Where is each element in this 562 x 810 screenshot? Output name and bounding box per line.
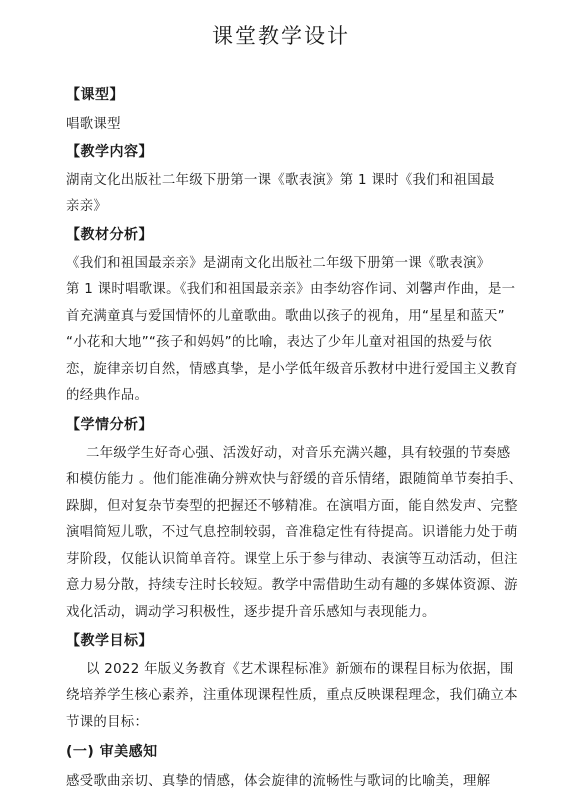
material-analysis-line: 恋，旋律亲切自然，情感真挚，是小学低年级音乐教材中进行爱国主义教育: [66, 362, 518, 377]
heading-lesson-type: 【课型】: [66, 87, 124, 103]
heading-student-analysis: 【学情分析】: [66, 417, 153, 433]
material-analysis-line: 首充满童真与爱国情怀的儿童歌曲。歌曲以孩子的视角，用“星星和蓝天”: [66, 309, 505, 324]
material-analysis-line: 第 1 课时唱歌课。《我们和祖国最亲亲》由李幼容作词、刘馨声作曲，是一: [66, 282, 516, 297]
heading-teaching-goals: 【教学目标】: [66, 633, 153, 649]
heading-teaching-content: 【教学内容】: [66, 144, 153, 160]
teaching-goals-line: 绕培养学生核心素养，注重体现课程性质，重点反映课程理念，我们确立本: [66, 688, 518, 703]
student-analysis-line: 芽阶段，仅能认识简单音符。课堂上乐于参与律动、表演等互动活动，但注: [66, 552, 518, 567]
student-analysis-line: 戏化活动，调动学习积极性，逐步提升音乐感知与表现能力。: [66, 605, 436, 620]
student-analysis-line: 意力易分散，持续专注时长较短。教学中需借助生动有趣的多媒体资源、游: [66, 578, 518, 593]
lesson-type-text: 唱歌课型: [66, 117, 121, 132]
subheading-aesthetic-perception: (一) 审美感知: [66, 744, 158, 760]
teaching-content-line-1: 湖南文化出版社二年级下册第一课《歌表演》第 1 课时《我们和祖国最: [66, 173, 495, 188]
teaching-goals-line: 以 2022 年版义务教育《艺术课程标准》新颁布的课程目标为依据，围: [86, 662, 514, 677]
student-analysis-line: 和模仿能力 。他们能准确分辨欢快与舒缓的音乐情绪，跟随简单节奏拍手、: [66, 472, 523, 487]
teaching-goals-line: 节课的目标：: [66, 715, 149, 730]
material-analysis-line: 的经典作品。: [66, 388, 149, 403]
material-analysis-line: “小花和大地”“孩子和妈妈”的比喻，表达了少年儿童对祖国的热爱与依: [66, 335, 492, 350]
heading-material-analysis: 【教材分析】: [66, 227, 153, 243]
document-title: 课堂教学设计: [212, 24, 350, 48]
teaching-goals-last-line: 感受歌曲亲切、真挚的情感，体会旋律的流畅性与歌词的比喻美，理解: [66, 774, 491, 789]
teaching-content-line-2: 亲亲》: [66, 199, 108, 214]
student-analysis-line: 跺脚，但对复杂节奏型的把握还不够精准。在演唱方面，能自然发声、完整: [66, 499, 518, 514]
student-analysis-line: 演唱简短儿歌，不过气息控制较弱，音准稳定性有待提高。识谱能力处于萌: [66, 525, 518, 540]
student-analysis-line: 二年级学生好奇心强、活泼好动，对音乐充满兴趣，具有较强的节奏感: [86, 446, 511, 461]
material-analysis-line: 《我们和祖国最亲亲》是湖南文化出版社二年级下册第一课《歌表演》: [66, 256, 491, 271]
